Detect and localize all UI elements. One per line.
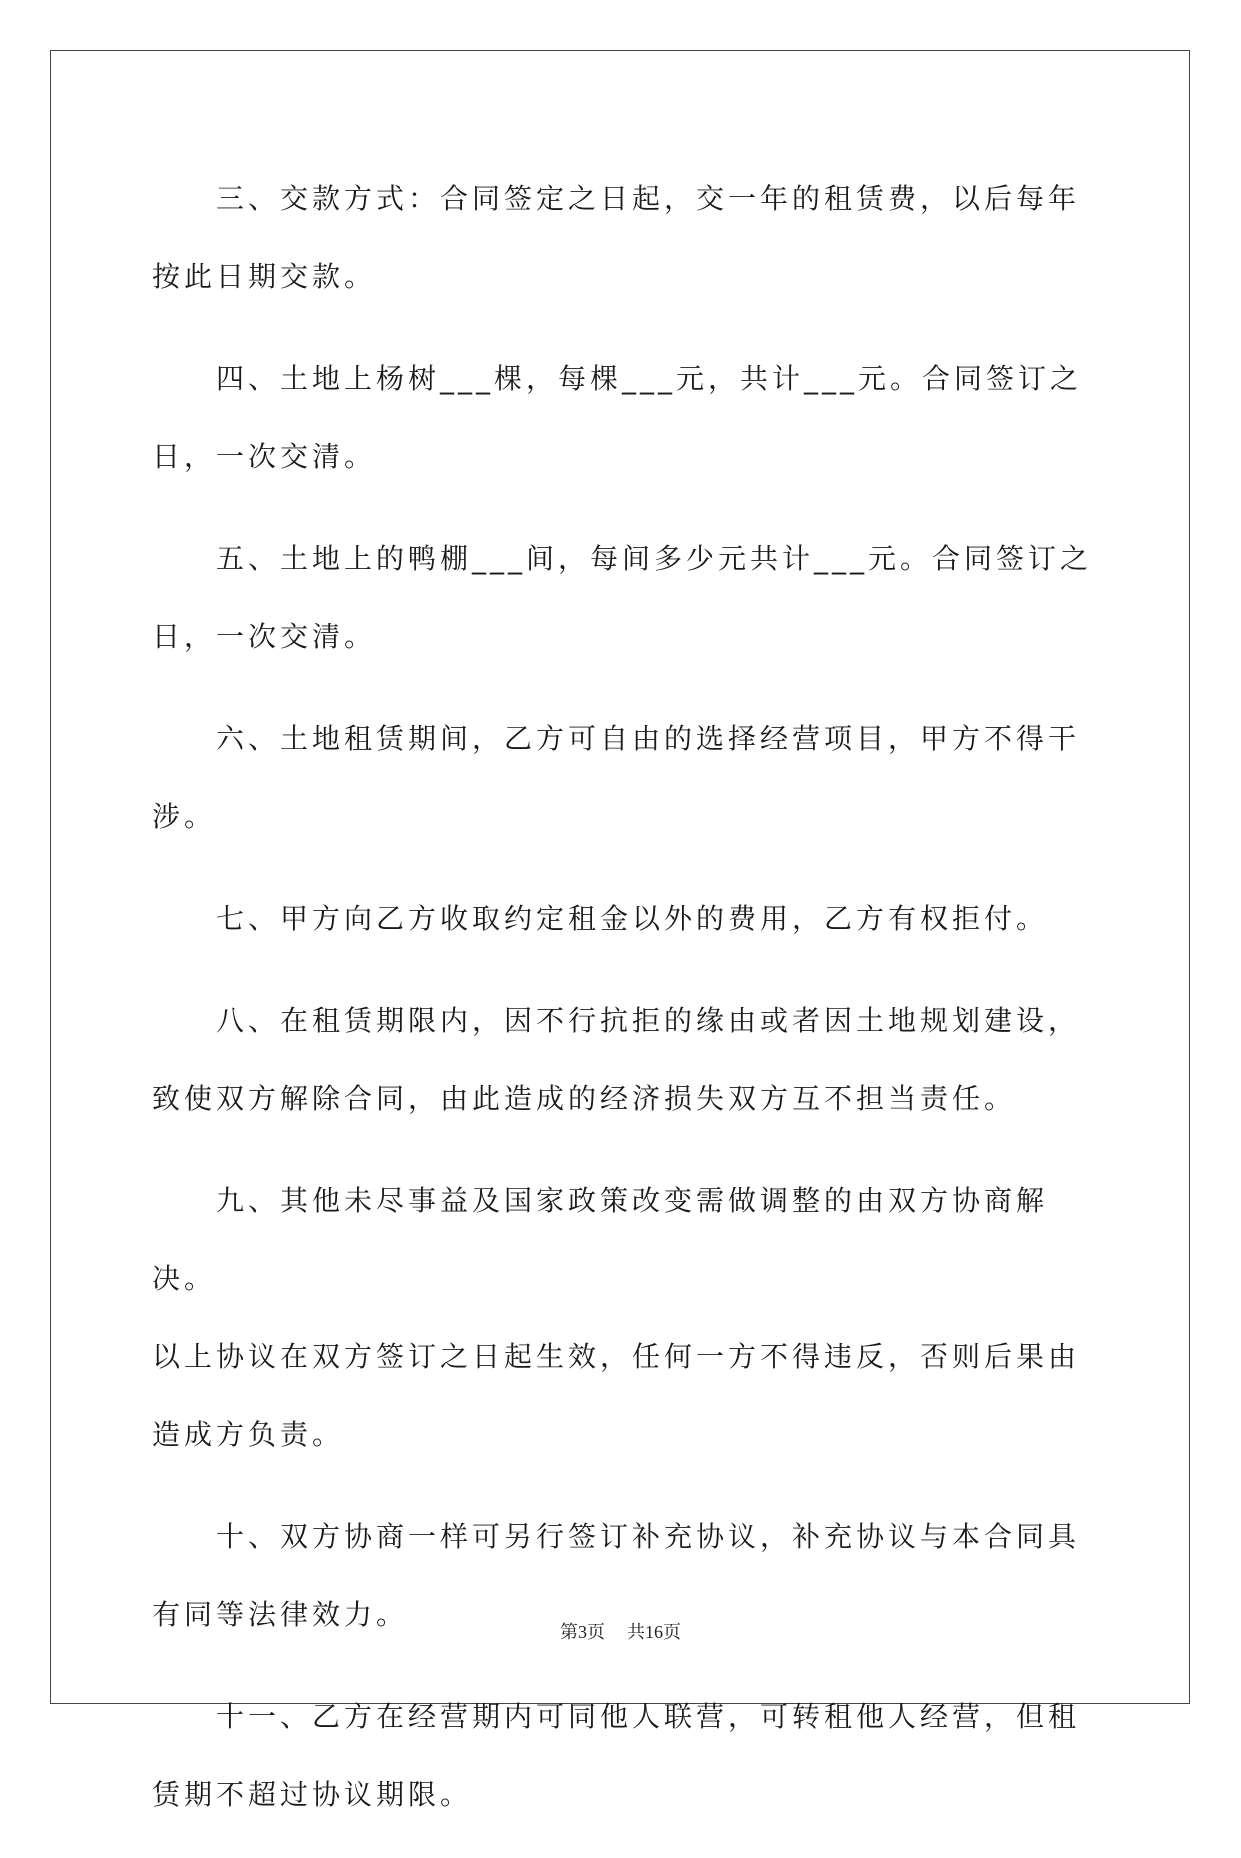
clause-5-duck-sheds: 五、土地上的鸭棚___间，每间多少元共计___元。合同签订之日，一次交清。 xyxy=(152,542,1093,653)
clause-4-poplar-trees: 四、土地上杨树___棵，每棵___元，共计___元。合同签订之日，一次交清。 xyxy=(152,362,1083,473)
page-footer xyxy=(0,1618,1241,1644)
effective-clause: 以上协议在双方签订之日起生效，任何一方不得违反，否则后果由造成方负责。 xyxy=(152,1340,1081,1451)
clause-3-payment: 三、交款方式：合同签定之日起，交一年的租赁费，以后每年按此日期交款。 xyxy=(152,182,1081,293)
document-body xyxy=(152,160,1092,1858)
clause-7-extra-fees: 七、甲方向乙方收取约定租金以外的费用，乙方有权拒付。 xyxy=(216,902,1049,935)
page-number: 第3页 xyxy=(560,1622,605,1642)
clause-11-subleasing: 十一、乙方在经营期内可同他人联营，可转租他人经营，但租赁期不超过协议期限。 xyxy=(152,1700,1081,1811)
clause-8-force-majeure: 八、在租赁期限内，因不行抗拒的缘由或者因土地规划建设，致使双方解除合同，由此造成的经济损失双方互不担当责任。 xyxy=(152,1004,1081,1115)
clause-9-other-matters: 九、其他未尽事益及国家政策改变需做调整的由双方协商解决。 xyxy=(152,1184,1049,1295)
clause-6-business-freedom: 六、土地租赁期间，乙方可自由的选择经营项目，甲方不得干涉。 xyxy=(152,722,1081,833)
clause-10-supplementary: 十、双方协商一样可另行签订补充协议，补充协议与本合同具有同等法律效力。 xyxy=(152,1520,1081,1631)
page-total: 共16页 xyxy=(627,1622,681,1642)
